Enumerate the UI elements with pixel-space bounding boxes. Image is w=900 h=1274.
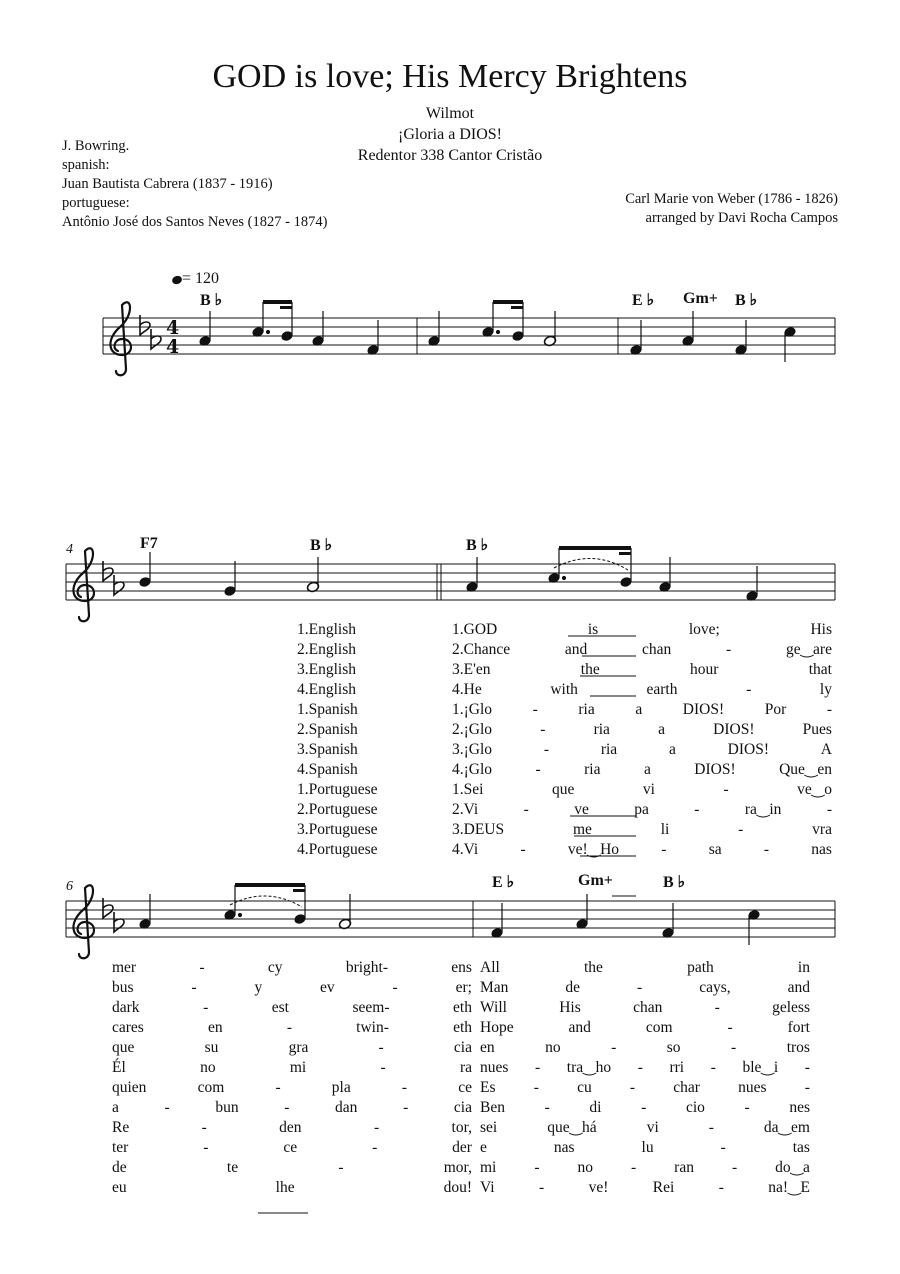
lyric-syllable: ens <box>451 959 472 976</box>
lyric-syllable: a <box>112 1099 119 1116</box>
lyric-syllable: ve‿o <box>797 781 832 798</box>
lyric-syllable: ev <box>320 979 335 996</box>
lyric-syllable: - <box>637 979 643 996</box>
lyric-syllable: mi <box>289 1059 307 1076</box>
lyric-syllable: - <box>203 999 209 1016</box>
lyric-syllable: - <box>694 801 700 818</box>
lyric-syllable: mor, <box>443 1159 472 1176</box>
chord-symbol: F7 <box>140 535 158 552</box>
lyric-line <box>112 978 472 998</box>
lyric-syllable: de <box>112 1159 127 1176</box>
lyric-syllable: vra <box>812 821 832 838</box>
lyric-syllable: - <box>403 1099 409 1116</box>
lyric-syllable: tra‿ho <box>566 1059 612 1076</box>
lyric-syllable: - <box>804 1079 810 1096</box>
measure-number: 4 <box>66 542 73 557</box>
lyric-syllable: - <box>641 1099 647 1116</box>
lyric-syllable: na!‿E <box>768 1179 810 1196</box>
lyric-line <box>452 760 832 780</box>
lyric-syllable: tor, <box>451 1119 472 1136</box>
verse-label: 4.English <box>297 681 356 698</box>
lyric-syllable: - <box>392 979 398 996</box>
lyric-syllable: - <box>380 1059 386 1076</box>
key-signature-flats <box>103 898 124 932</box>
verse-label: 1.Spanish <box>297 701 358 718</box>
lyric-line <box>480 1038 810 1058</box>
lyric-syllable: 4.He <box>452 681 482 698</box>
lyric-syllable: - <box>710 1059 716 1076</box>
lyric-syllable: His <box>559 999 581 1016</box>
lyric-syllable: so <box>666 1039 681 1056</box>
lyric-syllable: ce <box>283 1139 298 1156</box>
lyric-syllable: fort <box>787 1019 810 1036</box>
lyric-syllable: eth <box>453 999 472 1016</box>
lyric-syllable: ra <box>459 1059 472 1076</box>
lyric-syllable: - <box>631 1159 637 1176</box>
lyric-syllable: de <box>565 979 581 996</box>
lyric-syllable: - <box>727 1019 733 1036</box>
lyric-syllable: tros <box>786 1039 810 1056</box>
lyric-syllable: a <box>643 761 651 778</box>
lyrics-measure-7 <box>480 958 810 1198</box>
lyric-syllable: 3.¡Glo <box>452 741 493 758</box>
lyric-syllable: and <box>787 979 810 996</box>
lyric-syllable: A <box>820 741 832 758</box>
lyric-line <box>452 620 832 640</box>
lyricist-line: J. Bowring. <box>62 138 130 154</box>
lyric-syllable: en <box>480 1039 495 1056</box>
lyric-syllable: a <box>635 701 643 718</box>
lyric-syllable: - <box>203 1139 209 1156</box>
lyric-syllable: 2.¡Glo <box>452 721 493 738</box>
lyric-syllable: que‿há <box>547 1119 597 1136</box>
lyric-syllable: en <box>208 1019 223 1036</box>
lyric-syllable: rri <box>669 1059 685 1076</box>
lyric-syllable: 1.¡Glo <box>452 701 493 718</box>
lyric-syllable: ly <box>819 681 832 698</box>
verse-label: 1.Portuguese <box>297 781 378 798</box>
lyric-syllable: ria <box>593 721 610 738</box>
lyric-syllable: - <box>744 1099 750 1116</box>
lyric-syllable: nes <box>789 1099 810 1116</box>
lyric-syllable: - <box>534 1159 540 1176</box>
time-signature-bottom: 4 <box>166 336 180 358</box>
chord-symbol: B ♭ <box>735 292 758 309</box>
lyric-syllable: 3.E'en <box>452 661 491 678</box>
lyric-syllable: - <box>629 1079 636 1096</box>
lyric-syllable: 4.¡Glo <box>452 761 493 778</box>
treble-clef-icon <box>73 885 94 958</box>
lyric-syllable: Es <box>480 1079 496 1096</box>
lyric-syllable: earth <box>646 681 678 698</box>
lyric-syllable: ter <box>112 1139 129 1156</box>
lyric-syllable: the <box>580 661 600 678</box>
lyric-syllable: ge‿are <box>785 641 832 658</box>
lyric-syllable: 4.Vi <box>452 841 479 858</box>
lyric-syllable: - <box>714 999 720 1016</box>
notes-system-2 <box>139 546 759 602</box>
lyric-syllable: ria <box>584 761 601 778</box>
lyric-syllable: no <box>545 1039 561 1056</box>
lyric-syllable: - <box>191 979 197 996</box>
lyric-line <box>480 1058 810 1078</box>
lyric-syllable: - <box>535 1059 541 1076</box>
lyric-syllable: quien <box>112 1079 147 1096</box>
lyric-line <box>480 1138 810 1158</box>
lyric-syllable: cia <box>453 1099 472 1116</box>
composer-line: Carl Marie von Weber (1786 - 1826) <box>625 191 838 207</box>
lyric-syllable: - <box>723 781 729 798</box>
lyric-syllable: and <box>568 1019 591 1036</box>
treble-clef-icon <box>73 548 94 621</box>
lyric-line <box>480 1158 810 1178</box>
lyric-syllable: li <box>660 821 670 838</box>
lyric-syllable: 1.GOD <box>452 621 498 638</box>
lyric-syllable: cy <box>267 959 283 976</box>
lyric-syllable: a <box>668 741 676 758</box>
lyric-line <box>452 820 832 840</box>
subtitle-tune: Wilmot <box>425 105 475 122</box>
lyric-line <box>480 1018 810 1038</box>
lyric-syllable: Que‿en <box>779 761 832 778</box>
lyric-syllable: te <box>226 1159 239 1176</box>
lyric-syllable: vi <box>642 781 655 798</box>
lyric-syllable: love; <box>688 621 720 638</box>
lyric-syllable: - <box>731 1159 738 1176</box>
lyric-syllable: Ben <box>480 1099 505 1116</box>
lyric-syllable: bus <box>112 979 134 996</box>
lyric-syllable: tas <box>792 1139 810 1156</box>
lyric-syllable: - <box>284 1099 290 1116</box>
lyric-syllable: chan <box>642 641 672 658</box>
lyric-syllable: in <box>797 959 810 976</box>
lyric-syllable: - <box>611 1039 617 1056</box>
lyric-syllable: ria <box>578 701 595 718</box>
lyric-syllable: Man <box>480 979 509 996</box>
lyric-syllable: cays, <box>699 979 731 996</box>
lyric-syllable: - <box>338 1159 344 1176</box>
lyric-line <box>112 1078 472 1098</box>
lyrics-measure-5 <box>452 620 832 860</box>
lyric-line <box>480 978 810 998</box>
lyric-syllable: Rei <box>652 1179 675 1196</box>
lyric-syllable: - <box>731 1039 737 1056</box>
lyric-syllable: - <box>520 841 526 858</box>
tempo-value: = 120 <box>182 270 220 287</box>
lyric-syllable: path <box>687 959 714 976</box>
lyric-syllable: gra <box>288 1039 309 1056</box>
lyric-line <box>480 1118 810 1138</box>
lyric-syllable: y <box>254 979 263 996</box>
lyric-line <box>112 1098 472 1118</box>
lyric-syllable: - <box>544 1099 550 1116</box>
lyric-syllable: 3.DEUS <box>452 821 505 838</box>
lyric-syllable: no <box>200 1059 216 1076</box>
lyric-line <box>112 1018 472 1038</box>
lyric-syllable: pla <box>331 1079 351 1096</box>
lyric-syllable: nues <box>738 1079 767 1096</box>
lyric-syllable: - <box>523 801 529 818</box>
lyricist-line: spanish: <box>62 157 110 173</box>
lyric-syllable: cu <box>577 1079 592 1096</box>
lyric-line <box>452 680 832 700</box>
lyric-syllable: - <box>726 641 732 658</box>
lyric-syllable: ce <box>458 1079 472 1096</box>
lyric-syllable: the <box>583 959 603 976</box>
subtitle-spanish: ¡Gloria a DIOS! <box>398 126 502 143</box>
lyric-syllable: Hope <box>480 1019 514 1036</box>
lyric-syllable: que <box>551 781 575 798</box>
verse-labels <box>297 620 437 860</box>
lyric-syllable: pa <box>634 801 649 818</box>
verse-label: 4.Portuguese <box>297 841 378 858</box>
lyric-syllable: char <box>673 1079 700 1096</box>
lyric-syllable: His <box>810 621 832 638</box>
lyric-syllable: 1.Sei <box>452 781 484 798</box>
lyric-syllable: den <box>279 1119 302 1136</box>
lyric-syllable: cares <box>112 1019 144 1036</box>
lyric-syllable: - <box>533 1079 539 1096</box>
lyric-syllable: nues <box>480 1059 509 1076</box>
lyric-syllable: a <box>658 721 665 738</box>
lyric-syllable: - <box>372 1139 378 1156</box>
lyric-line <box>480 958 810 978</box>
chord-symbol: Gm+ <box>578 872 613 889</box>
lyric-syllable: e <box>480 1139 487 1156</box>
lyric-line <box>452 640 832 660</box>
lyric-syllable: - <box>532 701 538 718</box>
chord-symbol: B ♭ <box>466 537 489 554</box>
lyric-syllable: DIOS! <box>682 701 725 718</box>
lyric-line <box>480 998 810 1018</box>
composer-line: arranged by Davi Rocha Campos <box>645 210 838 226</box>
lyric-syllable: ve! <box>588 1179 609 1196</box>
lyric-syllable: Will <box>480 999 507 1016</box>
lyrics-measure-6 <box>112 958 472 1198</box>
lyric-syllable: ve <box>574 801 589 818</box>
chord-symbol: B ♭ <box>310 537 333 554</box>
lyric-syllable: sa <box>708 841 722 858</box>
subtitle-hymnals: Redentor 338 Cantor Cristão <box>357 147 543 164</box>
chord-symbol: B ♭ <box>200 292 223 309</box>
lyric-syllable: DIOS! <box>713 721 755 738</box>
lyric-syllable: dou! <box>443 1179 472 1196</box>
lyric-syllable: ble‿i <box>742 1059 779 1076</box>
lyric-syllable: and <box>564 641 588 658</box>
lyric-syllable: twin- <box>356 1019 389 1036</box>
verse-label: 3.Portuguese <box>297 821 378 838</box>
lyric-syllable: - <box>373 1119 380 1136</box>
time-signature <box>166 317 179 358</box>
lyric-syllable: Pues <box>802 721 832 738</box>
lyric-syllable: - <box>720 1139 726 1156</box>
lyric-syllable: Él <box>112 1059 126 1076</box>
lyric-syllable: - <box>718 1179 724 1196</box>
verse-label: 3.English <box>297 661 356 678</box>
lyric-syllable: All <box>480 959 500 976</box>
lyric-line <box>112 1038 472 1058</box>
lyric-syllable: Por <box>764 701 787 718</box>
time-signature-top: 4 <box>166 317 180 339</box>
chord-symbol: Gm+ <box>683 290 718 307</box>
lyric-line <box>112 1178 472 1198</box>
verse-label: 2.English <box>297 641 356 658</box>
lyric-line <box>480 1178 810 1198</box>
lyric-syllable: 2.Vi <box>452 801 479 818</box>
treble-clef-icon <box>110 302 131 375</box>
measure-number: 6 <box>66 879 73 894</box>
staff-system-1 <box>103 318 835 354</box>
lyric-syllable: bun <box>215 1099 239 1116</box>
lyric-line <box>112 1058 472 1078</box>
lyric-line <box>480 1098 810 1118</box>
lyric-line <box>452 720 832 740</box>
lyric-syllable: - <box>286 1019 292 1036</box>
lyric-syllable: - <box>201 1119 207 1136</box>
lyric-syllable: nas <box>553 1139 575 1156</box>
key-signature-flats <box>103 561 124 595</box>
lyric-syllable: no <box>577 1159 594 1176</box>
lyric-line <box>452 660 832 680</box>
lyric-syllable: dark <box>112 999 140 1016</box>
lyric-syllable: cia <box>453 1039 472 1056</box>
lyric-syllable: - <box>637 1059 643 1076</box>
verse-label: 4.Spanish <box>297 761 358 778</box>
lyric-syllable: com <box>197 1079 225 1096</box>
lyric-line <box>452 780 832 800</box>
lyric-syllable: - <box>826 701 832 718</box>
lyric-syllable: ran <box>674 1159 694 1176</box>
lyric-syllable: - <box>738 821 744 838</box>
lyric-syllable: da‿em <box>763 1119 810 1136</box>
lyric-syllable: DIOS! <box>694 761 736 778</box>
lyric-syllable: - <box>538 1179 545 1196</box>
lyric-syllable: - <box>826 801 832 818</box>
lyric-syllable: - <box>804 1059 810 1076</box>
lyricist-line: Antônio José dos Santos Neves (1827 - 1874) <box>62 214 328 230</box>
lyric-syllable: that <box>808 661 832 678</box>
lyric-line <box>452 840 832 860</box>
lyric-syllable: - <box>661 841 667 858</box>
key-signature-flats <box>140 315 161 349</box>
lyric-line <box>112 998 472 1018</box>
lyric-syllable: 2.Chance <box>452 641 511 658</box>
lyric-syllable: est <box>271 999 289 1016</box>
lyric-line <box>112 958 472 978</box>
lyric-syllable: dan <box>335 1099 358 1116</box>
lyric-syllable: - <box>708 1119 714 1136</box>
lyric-syllable: eu <box>112 1179 127 1196</box>
lyric-syllable: sei <box>480 1119 498 1136</box>
lyric-line <box>452 800 832 820</box>
verse-label: 2.Spanish <box>297 721 358 738</box>
lyric-syllable: - <box>401 1079 408 1096</box>
lyric-syllable: mer <box>112 959 137 976</box>
lyric-syllable: ria <box>600 741 618 758</box>
lyric-syllable: mi <box>480 1159 497 1176</box>
lyric-line <box>452 740 832 760</box>
lyric-syllable: - <box>199 959 205 976</box>
lyricist-line: portuguese: <box>62 195 130 211</box>
lyric-syllable: er; <box>455 979 472 996</box>
chord-symbol: B ♭ <box>663 874 686 891</box>
lyric-syllable: Re <box>112 1119 130 1136</box>
lyric-syllable: nas <box>811 841 832 858</box>
chord-symbol: E ♭ <box>492 874 515 891</box>
lyric-syllable: me <box>572 821 592 838</box>
lyric-syllable: DIOS! <box>727 741 769 758</box>
lyric-syllable: - <box>543 741 550 758</box>
lyric-line <box>452 700 832 720</box>
lyric-syllable: vi <box>646 1119 659 1136</box>
lyric-syllable: - <box>535 761 541 778</box>
lyric-syllable: geless <box>772 999 810 1016</box>
lyric-syllable: seem- <box>352 999 390 1016</box>
lyric-syllable: ra‿in <box>744 801 782 818</box>
lyric-syllable: - <box>763 841 770 858</box>
lyricist-line: Juan Bautista Cabrera (1837 - 1916) <box>62 176 273 192</box>
lyric-syllable: - <box>164 1099 170 1116</box>
lyric-syllable: su <box>204 1039 219 1056</box>
lyric-syllable: - <box>378 1039 384 1056</box>
verse-label: 2.Portuguese <box>297 801 378 818</box>
verse-label: 3.Spanish <box>297 741 358 758</box>
notes-system-1 <box>199 300 797 362</box>
lyric-syllable: lu <box>641 1139 654 1156</box>
page-title: GOD is love; His Mercy Brightens <box>212 58 688 95</box>
lyric-syllable: chan <box>633 999 663 1016</box>
notes-system-3 <box>139 883 761 945</box>
lyric-syllable: - <box>746 681 752 698</box>
lyric-syllable: lhe <box>275 1179 295 1196</box>
lyric-syllable: - <box>275 1079 281 1096</box>
lyric-syllable: cio <box>685 1099 705 1116</box>
lyric-line <box>480 1078 810 1098</box>
chord-symbol: E ♭ <box>632 292 655 309</box>
staff-system-3 <box>66 901 835 937</box>
lyric-syllable: di <box>589 1099 602 1116</box>
lyric-line <box>112 1138 472 1158</box>
lyric-syllable: - <box>540 721 546 738</box>
lyric-syllable: que <box>112 1039 135 1056</box>
lyric-syllable: is <box>587 621 599 638</box>
lyric-line <box>112 1158 472 1178</box>
lyric-syllable: do‿a <box>775 1159 810 1176</box>
lyric-syllable: hour <box>690 661 719 678</box>
lyric-syllable: Vi <box>480 1179 495 1196</box>
lyric-syllable: with <box>550 681 578 698</box>
verse-label: 1.English <box>297 621 356 638</box>
lyric-line <box>112 1118 472 1138</box>
lyric-syllable: eth <box>453 1019 472 1036</box>
lyric-syllable: ve!‿Ho <box>567 841 620 858</box>
lyric-syllable: bright- <box>345 959 388 976</box>
lyric-syllable: com <box>645 1019 673 1036</box>
lyric-syllable: der <box>452 1139 472 1156</box>
staff-system-2 <box>66 564 835 600</box>
